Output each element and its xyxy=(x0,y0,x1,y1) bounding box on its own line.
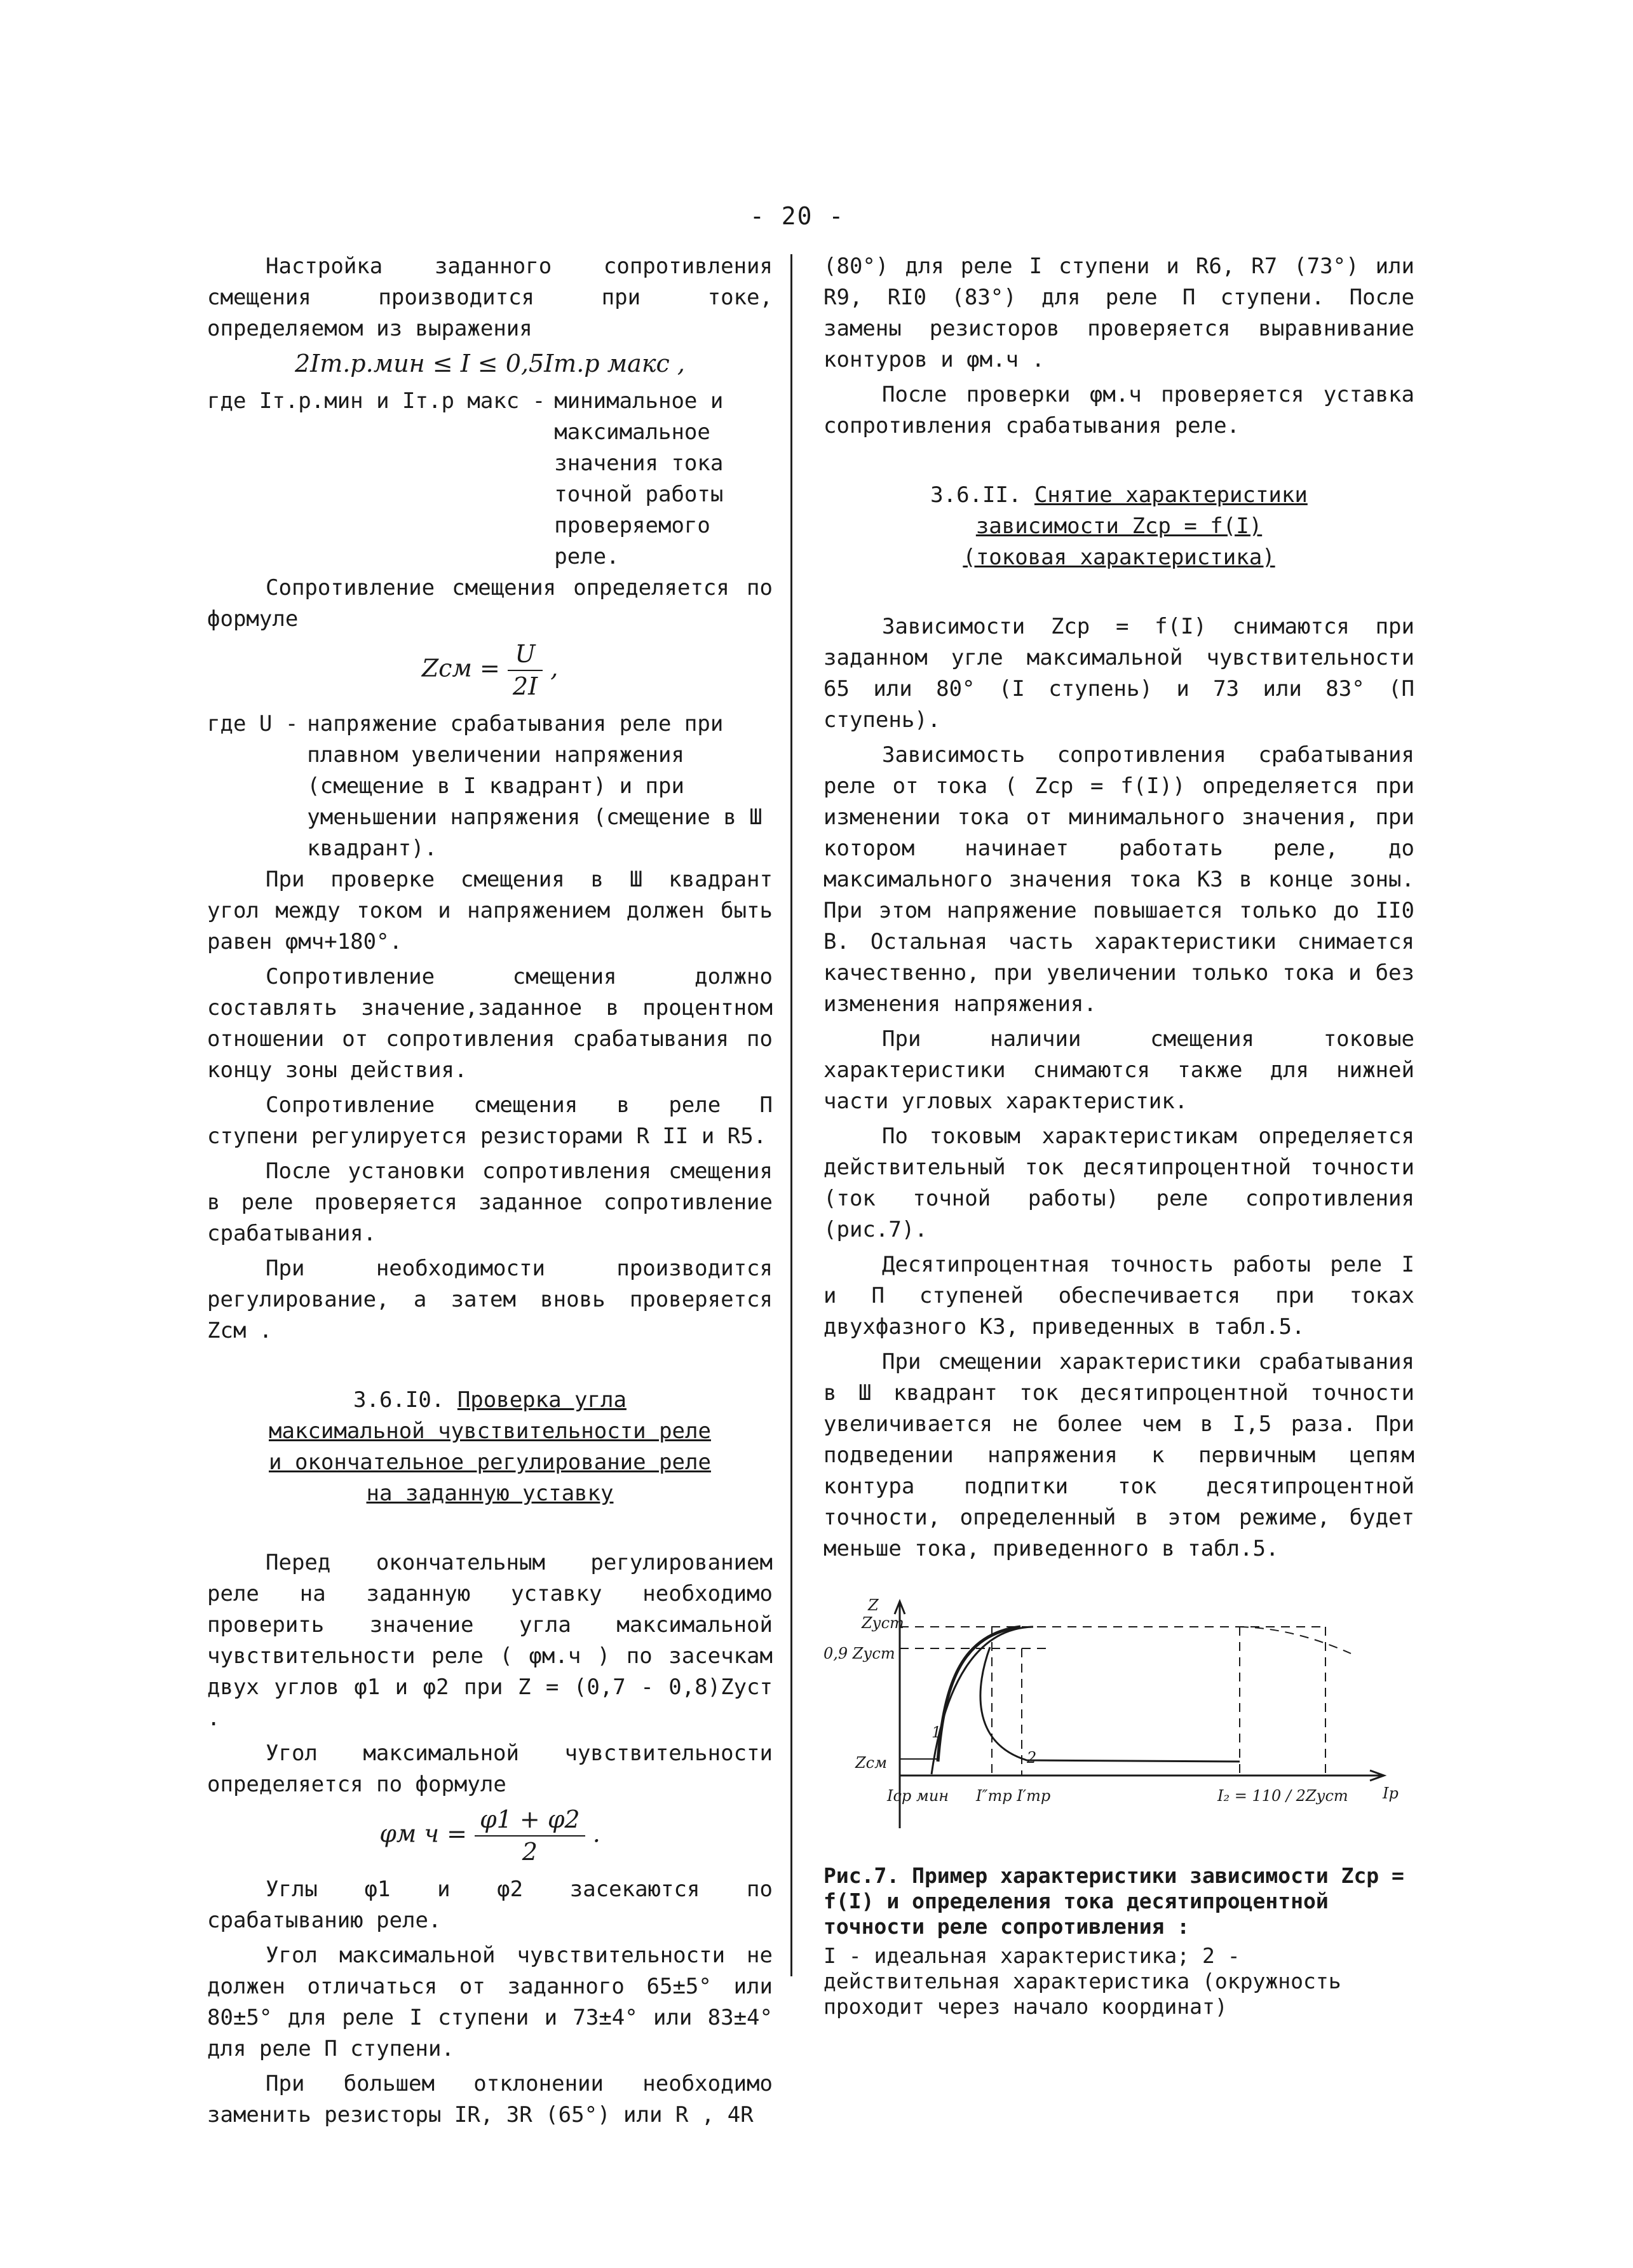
page-number: - 20 - xyxy=(750,202,845,230)
formula-tail: . xyxy=(592,1819,600,1848)
caption-line: I - идеальная характеристика; 2 - действительная характеристика (окружность проходит через начало координат) xyxy=(823,1943,1341,2019)
fraction-numerator: U xyxy=(508,639,543,671)
formula-lhs: Zсм = xyxy=(421,654,500,682)
right-column xyxy=(823,251,1414,2023)
paragraph: Углы φ1 и φ2 засекаются по срабатыванию реле. xyxy=(207,1877,773,1933)
guide-lines xyxy=(900,1627,1351,1776)
characteristic-diagram xyxy=(823,1590,1414,1857)
heading-line: и окончательное регулирование реле xyxy=(269,1450,711,1475)
label-zust: Zуст xyxy=(862,1614,904,1632)
label-curve-2: 2 xyxy=(1027,1749,1037,1767)
formula-tail: , xyxy=(550,654,559,682)
paragraph: (80°) для реле I ступени и R6, R7 (73°) или R9, RI0 (83°) для реле П ступени. После замены резисторов проверяется выравнивание контуров и φм.ч . xyxy=(823,254,1414,372)
left-column xyxy=(207,251,773,2135)
heading-line: зависимости Zср = f(I) xyxy=(975,513,1263,539)
paragraph: При большем отклонении необходимо заменить резисторы IR, 3R (65°) или R , 4R xyxy=(207,2071,773,2128)
definition-block xyxy=(207,709,773,864)
fraction-denominator: 2 xyxy=(522,1838,538,1866)
section-heading-3-6-11 xyxy=(823,480,1414,573)
formula-lhs: φм ч = xyxy=(379,1819,467,1848)
fraction-denominator: 2I xyxy=(512,672,538,700)
heading-line: Снятие характеристики xyxy=(1034,482,1308,508)
paragraph: Угол максимальной чувствительности определяется по формуле xyxy=(207,1741,773,1797)
paragraph: Сопротивление смещения должно составлять значение,заданное в процентном отношении от сопротивления срабатывания по концу зоны действия. xyxy=(207,964,773,1083)
fraction xyxy=(508,639,543,702)
formula-max-sensitivity-angle xyxy=(207,1804,773,1868)
label-icp-min: Iср мин xyxy=(887,1787,949,1805)
definition-text: напряжение срабатывания реле при плавном увеличении напряжения (смещение в I квадрант) и при уменьшении напряжения (смещение в Ш квадрант). xyxy=(307,711,762,861)
paragraph: Настройка заданного сопротивления смещения производится при токе, определяемом из выражения xyxy=(207,254,773,341)
heading-number: 3.6.I0. xyxy=(353,1387,445,1413)
caption-line: Рис.7. Пример характеристики зависимости Zср = f(I) и определения тока десятипроцентной точности реле сопротивления : xyxy=(823,1863,1404,1939)
section-heading-3-6-10 xyxy=(207,1385,773,1509)
paragraph: При смещении характеристики срабатывания в Ш квадрант ток десятипроцентной точности увеличивается не более чем в I,5 раза. При подведении напряжения к первичным цепям контура подпитки ток десятипроцентной точности, определенный в этом режиме, будет меньше тока, приведенного в табл.5. xyxy=(823,1349,1414,1561)
paragraph: При необходимости производится регулирование, а затем вновь проверяется Zсм . xyxy=(207,1256,773,1343)
fraction-numerator: φ1 + φ2 xyxy=(475,1804,585,1837)
paragraph: При наличии смещения токовые характеристики снимаются также для нижней части угловых характеристик. xyxy=(823,1026,1414,1114)
paragraph: После проверки φм.ч проверяется уставка сопротивления срабатывания реле. xyxy=(823,382,1414,438)
label-itr: I″тр I′тр xyxy=(976,1787,1051,1805)
heading-line: (токовая характеристика) xyxy=(963,545,1275,570)
paragraph: Зависимость сопротивления срабатывания реле от тока ( Zср = f(I)) определяется при изменении тока от минимального значения, при котором начинает работать реле, до максимального значения тока КЗ в конце зоны. При этом напряжение повышается только до II0 В. Остальная часть характеристики снимается качественно, при увеличении только тока и без изменения напряжения. xyxy=(823,742,1414,1017)
formula-offset-resistance xyxy=(207,639,773,702)
heading-number: 3.6.II. xyxy=(930,482,1022,508)
definition-label: где U - xyxy=(207,711,299,737)
label-ip: Ip xyxy=(1383,1784,1399,1802)
paragraph: Перед окончательным регулированием реле на заданную уставку необходимо проверить значение угла максимальной чувствительности реле ( φм.ч ) по засечкам двух углов φ1 и φ2 при Z = (0,7 - 0,8)Zуст . xyxy=(207,1550,773,1731)
label-zsm: Zсм xyxy=(855,1754,888,1772)
heading-line: Проверка угла xyxy=(457,1387,627,1413)
definition-label: где Iт.р.мин и Iт.р макс - xyxy=(207,388,546,414)
fraction xyxy=(475,1804,585,1868)
column-divider xyxy=(790,254,792,1976)
paragraph: Угол максимальной чувствительности не должен отличаться от заданного 65±5° или 80±5° для реле I ступени и 73±4° или 83±4° для реле П ступени. xyxy=(207,1943,773,2061)
label-i2: I₂ = 110 / 2Zуст xyxy=(1217,1787,1348,1805)
formula-current-range: 2Iт.р.мин ≤ I ≤ 0,5Iт.р макс , xyxy=(295,350,685,377)
definition-text: минимальное и максимальное значения тока точной работы проверяемого реле. xyxy=(554,388,724,569)
heading-line: максимальной чувствительности реле xyxy=(269,1418,711,1444)
paragraph: Десятипроцентная точность работы реле I и П ступеней обеспечивается при токах двухфазного КЗ, приведенных в табл.5. xyxy=(823,1252,1414,1340)
paragraph: Сопротивление смещения в реле П ступени регулируется резисторами R II и R5. xyxy=(207,1092,773,1149)
label-09zust: 0,9 Zуст xyxy=(823,1645,895,1662)
paragraph: При проверке смещения в Ш квадрант угол между током и напряжением должен быть равен φмч+180°. xyxy=(207,867,773,954)
paragraph: Сопротивление смещения определяется по формуле xyxy=(207,575,773,632)
figure-caption xyxy=(823,1863,1414,2020)
figure-7-diagram xyxy=(823,1590,1414,1857)
label-curve-1: 1 xyxy=(932,1723,942,1741)
ideal-curve xyxy=(938,1627,1020,1762)
definition-block xyxy=(207,386,773,573)
label-z: Z xyxy=(868,1596,879,1614)
paragraph: После установки сопротивления смещения в реле проверяется заданное сопротивление срабатывания. xyxy=(207,1158,773,1246)
heading-line: на заданную уставку xyxy=(366,1481,614,1506)
paragraph: Зависимости Zср = f(I) снимаются при заданном угле максимальной чувствительности 65 или 80° (I ступень) и 73 или 83° (П ступень). xyxy=(823,614,1414,733)
paragraph: По токовым характеристикам определяется действительный ток десятипроцентной точности (ток точной работы) реле сопротивления (рис.7). xyxy=(823,1124,1414,1242)
